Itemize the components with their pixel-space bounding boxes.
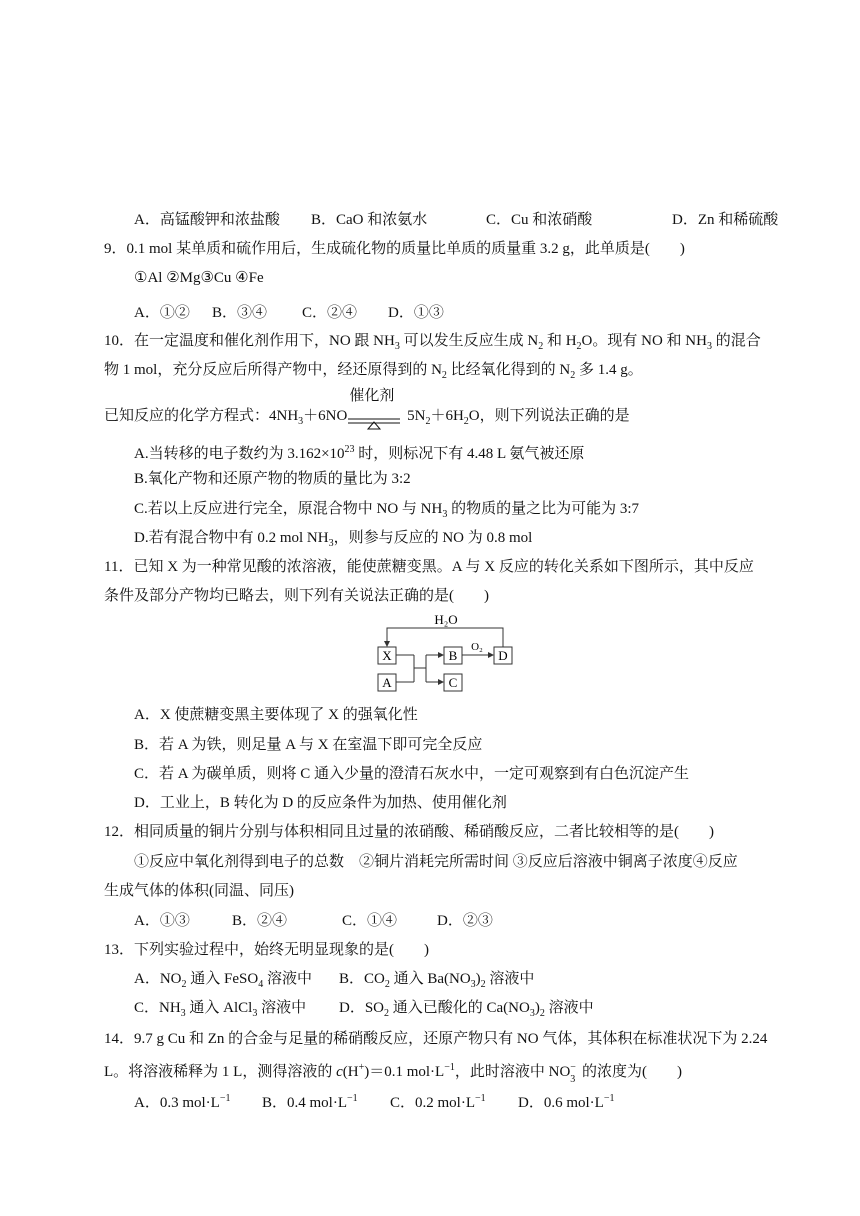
q8-option-c: C．Cu 和浓硝酸 bbox=[486, 212, 593, 228]
box-x-label: X bbox=[382, 648, 392, 663]
q14-option-d: D．0.6 $mol\cdot L^{-1}$ bbox=[518, 1093, 615, 1111]
q10-option-c: C.若以上反应进行完全，原混合物中 NO 与 $NH_3$ 的物质的量之比为可能为 3:7 bbox=[134, 501, 640, 520]
q10-option-a: A.当转移的电子数约为 $3.162\times 10^{23}$ 时，则标况下有 4.48 L 氨气被还原 bbox=[134, 444, 585, 462]
q13-option-a: A．$NO_2$ 通入 FeSO$_4$ 溶液中 bbox=[134, 971, 312, 990]
q12-option-a: A．①③ bbox=[134, 913, 190, 929]
d-to-x-line bbox=[387, 628, 503, 647]
q13-option-d: D．$SO_2$ 通入已酸化的 $Ca(NO_3)_2$ 溶液中 bbox=[339, 1000, 594, 1019]
q9-option-a: A．①② bbox=[134, 305, 190, 321]
box-b-label: B bbox=[448, 648, 458, 663]
q9-option-b: B．③④ bbox=[212, 305, 268, 321]
q13-stem: 13．下列实验过程中，始终无明显现象的是( ) bbox=[104, 942, 429, 958]
q9-options bbox=[134, 303, 444, 323]
q8-options bbox=[134, 210, 778, 230]
q8-option-b: B．CaO 和浓氨水 bbox=[311, 212, 428, 228]
q13-option-b: B．$CO_2$ 通入 $Ba(NO_3)_2$ 溶液中 bbox=[339, 971, 535, 990]
q12-option-c: C．①④ bbox=[342, 913, 398, 929]
arrow-to-d-icon bbox=[488, 652, 494, 658]
q12-stem: 12．相同质量的铜片分别与体积相同且过量的浓硝酸、稀硝酸反应，二者比较相等的是( ) bbox=[104, 824, 714, 840]
box-a-label: A bbox=[382, 675, 392, 690]
q13-options-row1 bbox=[134, 969, 534, 995]
h2o-label: H₂O bbox=[434, 612, 458, 627]
q14-option-b: B．0.4 $mol\cdot L^{-1}$ bbox=[262, 1093, 358, 1111]
q9-option-d: D．①③ bbox=[388, 305, 444, 321]
q11-option-b: B．若 A 为铁，则足量 A 与 X 在室温下即可完全反应 bbox=[134, 737, 483, 753]
q8-option-a: A．高锰酸钾和浓盐酸 bbox=[134, 212, 280, 228]
q14-options bbox=[134, 1089, 614, 1113]
box-c-label: C bbox=[448, 675, 458, 690]
q14-stem-line1: 14．9.7 g Cu 和 Zn 的合金与足量的稀硝酸反应，还原产物只有 NO 气体，其体积在标准状况下为 2.24 bbox=[104, 1031, 768, 1047]
q11-option-d: D．工业上，B 转化为 D 的反应条件为加热、使用催化剂 bbox=[134, 795, 507, 811]
q14-option-c: C．0.2 $mol\cdot L^{-1}$ bbox=[390, 1093, 486, 1111]
q10-equation: 已知反应的化学方程式：$4NH_3+6NO$ 催化剂 $5N_2+6H_2O$，则下列说法正确的是 bbox=[104, 406, 630, 432]
q12-items-line2: 生成气体的体积(同温、同压) bbox=[104, 883, 294, 899]
equals-heat-icon bbox=[347, 416, 401, 430]
q14-stem-line2: L。将溶液稀释为 1 L，测得溶液的 c(H+)＝0.1 $mol\cdot L^{-1}$，此时溶液中 NO − 3 的浓度为( ) bbox=[104, 1062, 683, 1085]
nitrate-sub-sup: − 3 bbox=[570, 1062, 576, 1085]
catalyst-label: 催化剂 bbox=[349, 388, 395, 404]
reaction-condition bbox=[347, 388, 403, 432]
arrow-to-x-icon bbox=[384, 641, 390, 647]
arrow-to-c-icon bbox=[438, 679, 444, 685]
q13-option-c: C．$NH_3$ 通入 AlCl$_3$ 溶液中 bbox=[134, 1000, 307, 1019]
q10-option-b: B.氧化产物和还原产物的物质的量比为 3:2 bbox=[134, 471, 411, 487]
reaction-flow-diagram bbox=[376, 611, 516, 697]
q13-options-row2 bbox=[134, 998, 594, 1024]
q9-option-c: C．②④ bbox=[302, 305, 358, 321]
join-lines bbox=[396, 655, 442, 682]
q9-choices: ①Al ②Mg③Cu ④Fe bbox=[134, 270, 264, 286]
q11-stem-line2: 条件及部分产物均已略去，则下列有关说法正确的是( ) bbox=[104, 588, 489, 604]
q9-stem: 9．0.1 mol 某单质和硫作用后，生成硫化物的质量比单质的质量重 3.2 g，此单质是( ) bbox=[104, 241, 685, 257]
q12-options bbox=[134, 911, 493, 931]
q10-option-d: D.若有混合物中有 0.2 mol $NH_3$，则参与反应的 NO 为 0.8 mol bbox=[134, 530, 533, 549]
q14-option-a: A．0.3 $mol\cdot L^{-1}$ bbox=[134, 1093, 231, 1111]
q8-option-d: D．Zn 和稀硫酸 bbox=[672, 212, 779, 228]
q11-option-a: A．X 使蔗糖变黑主要体现了 X 的强氧化性 bbox=[134, 707, 418, 723]
box-d-label: D bbox=[498, 648, 508, 663]
q10-stem-line2: 物 1 mol，充分反应后所得产物中，经还原得到的 $N_2$ 比经氧化得到的 $N_2$ 多 1.4 g。 bbox=[104, 362, 643, 381]
q11-stem-line1: 11．已知 X 为一种常见酸的浓溶液，能使蔗糖变黑。A 与 X 反应的转化关系如下图所示，其中反应 bbox=[104, 559, 754, 575]
q12-option-d: D．②③ bbox=[437, 913, 493, 929]
q12-option-b: B．②④ bbox=[232, 913, 288, 929]
o2-label: O₂ bbox=[471, 641, 483, 653]
arrow-to-b-icon bbox=[438, 652, 444, 658]
q10-stem-line1: 10．在一定温度和催化剂作用下，NO 跟 $NH_3$ 可以发生反应生成 $N_2$ 和 $H_2O$。现有 NO 和 $NH_3$ 的混合 bbox=[104, 333, 761, 352]
q12-items-line1: ①反应中氧化剂得到电子的总数 ②铜片消耗完所需时间 ③反应后溶液中铜离子浓度④反应 bbox=[134, 854, 738, 870]
q11-option-c: C．若 A 为碳单质，则将 C 通入少量的澄清石灰水中，一定可观察到有白色沉淀产生 bbox=[134, 766, 690, 782]
